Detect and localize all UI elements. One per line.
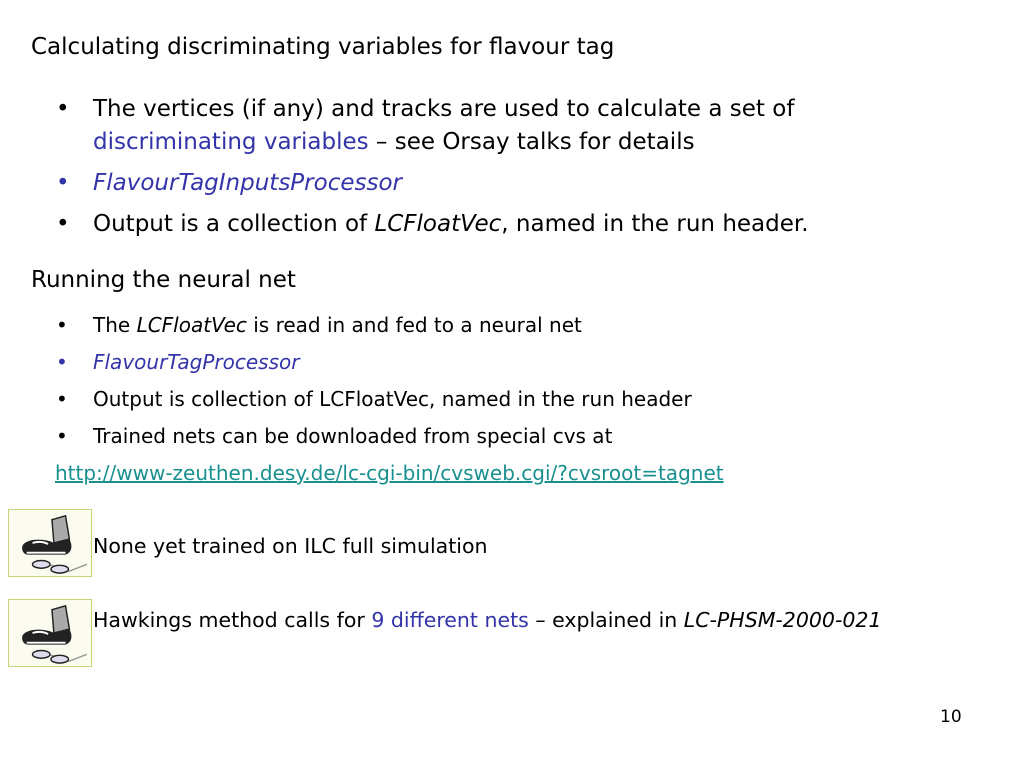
list-item-text: Output is a collection of bbox=[93, 211, 375, 237]
note-text: Hawkings method calls for bbox=[93, 608, 372, 632]
page-number: 10 bbox=[940, 707, 962, 727]
list-item-text: The vertices (if any) and tracks are used to calculate a set of bbox=[93, 96, 795, 122]
boot-on-glasses-icon bbox=[8, 599, 92, 667]
note-text: None yet trained on ILC full simulation bbox=[93, 534, 488, 558]
note-reference: LC-PHSM-2000-021 bbox=[683, 608, 882, 632]
list-item bbox=[56, 93, 809, 159]
list-item bbox=[56, 167, 809, 200]
bullet-list-neural-net bbox=[56, 311, 692, 459]
list-item-text: Output is collection of LCFloatVec, named in the run header bbox=[93, 387, 692, 411]
processor-name: FlavourTagInputsProcessor bbox=[93, 170, 402, 196]
list-item-italic: LCFloatVec bbox=[374, 211, 502, 237]
list-item-text: The bbox=[93, 313, 137, 337]
bullet-icon: • bbox=[56, 424, 68, 448]
section-heading-neural-net: Running the neural net bbox=[31, 267, 296, 293]
list-item bbox=[56, 422, 692, 450]
list-item bbox=[56, 385, 692, 413]
section-heading-discriminating-variables: Calculating discriminating variables for flavour tag bbox=[31, 34, 615, 60]
note-highlight: 9 different nets bbox=[371, 608, 529, 632]
bullet-icon: • bbox=[56, 96, 70, 122]
list-item bbox=[56, 208, 809, 241]
list-item-text: is read in and fed to a neural net bbox=[246, 313, 582, 337]
list-item-highlight: discriminating variables bbox=[93, 129, 369, 155]
note-text: – explained in bbox=[528, 608, 684, 632]
list-item bbox=[56, 348, 692, 376]
processor-name: FlavourTagProcessor bbox=[93, 350, 300, 374]
bullet-icon: • bbox=[56, 170, 70, 196]
cvs-link[interactable]: http://www-zeuthen.desy.de/lc-cgi-bin/cvsweb.cgi/?cvsroot=tagnet bbox=[55, 461, 724, 485]
bullet-icon: • bbox=[56, 313, 68, 337]
list-item-text: , named in the run header. bbox=[501, 211, 809, 237]
bullet-icon: • bbox=[56, 211, 70, 237]
list-item-italic: LCFloatVec bbox=[136, 313, 247, 337]
note-text bbox=[93, 606, 881, 634]
boot-on-glasses-icon bbox=[8, 509, 92, 577]
bullet-icon: • bbox=[56, 350, 68, 374]
list-item-text: – see Orsay talks for details bbox=[368, 129, 695, 155]
list-item-text: Trained nets can be downloaded from special cvs at bbox=[93, 424, 613, 448]
list-item bbox=[56, 311, 692, 339]
bullet-icon: • bbox=[56, 387, 68, 411]
bullet-list-discriminating bbox=[56, 93, 809, 249]
